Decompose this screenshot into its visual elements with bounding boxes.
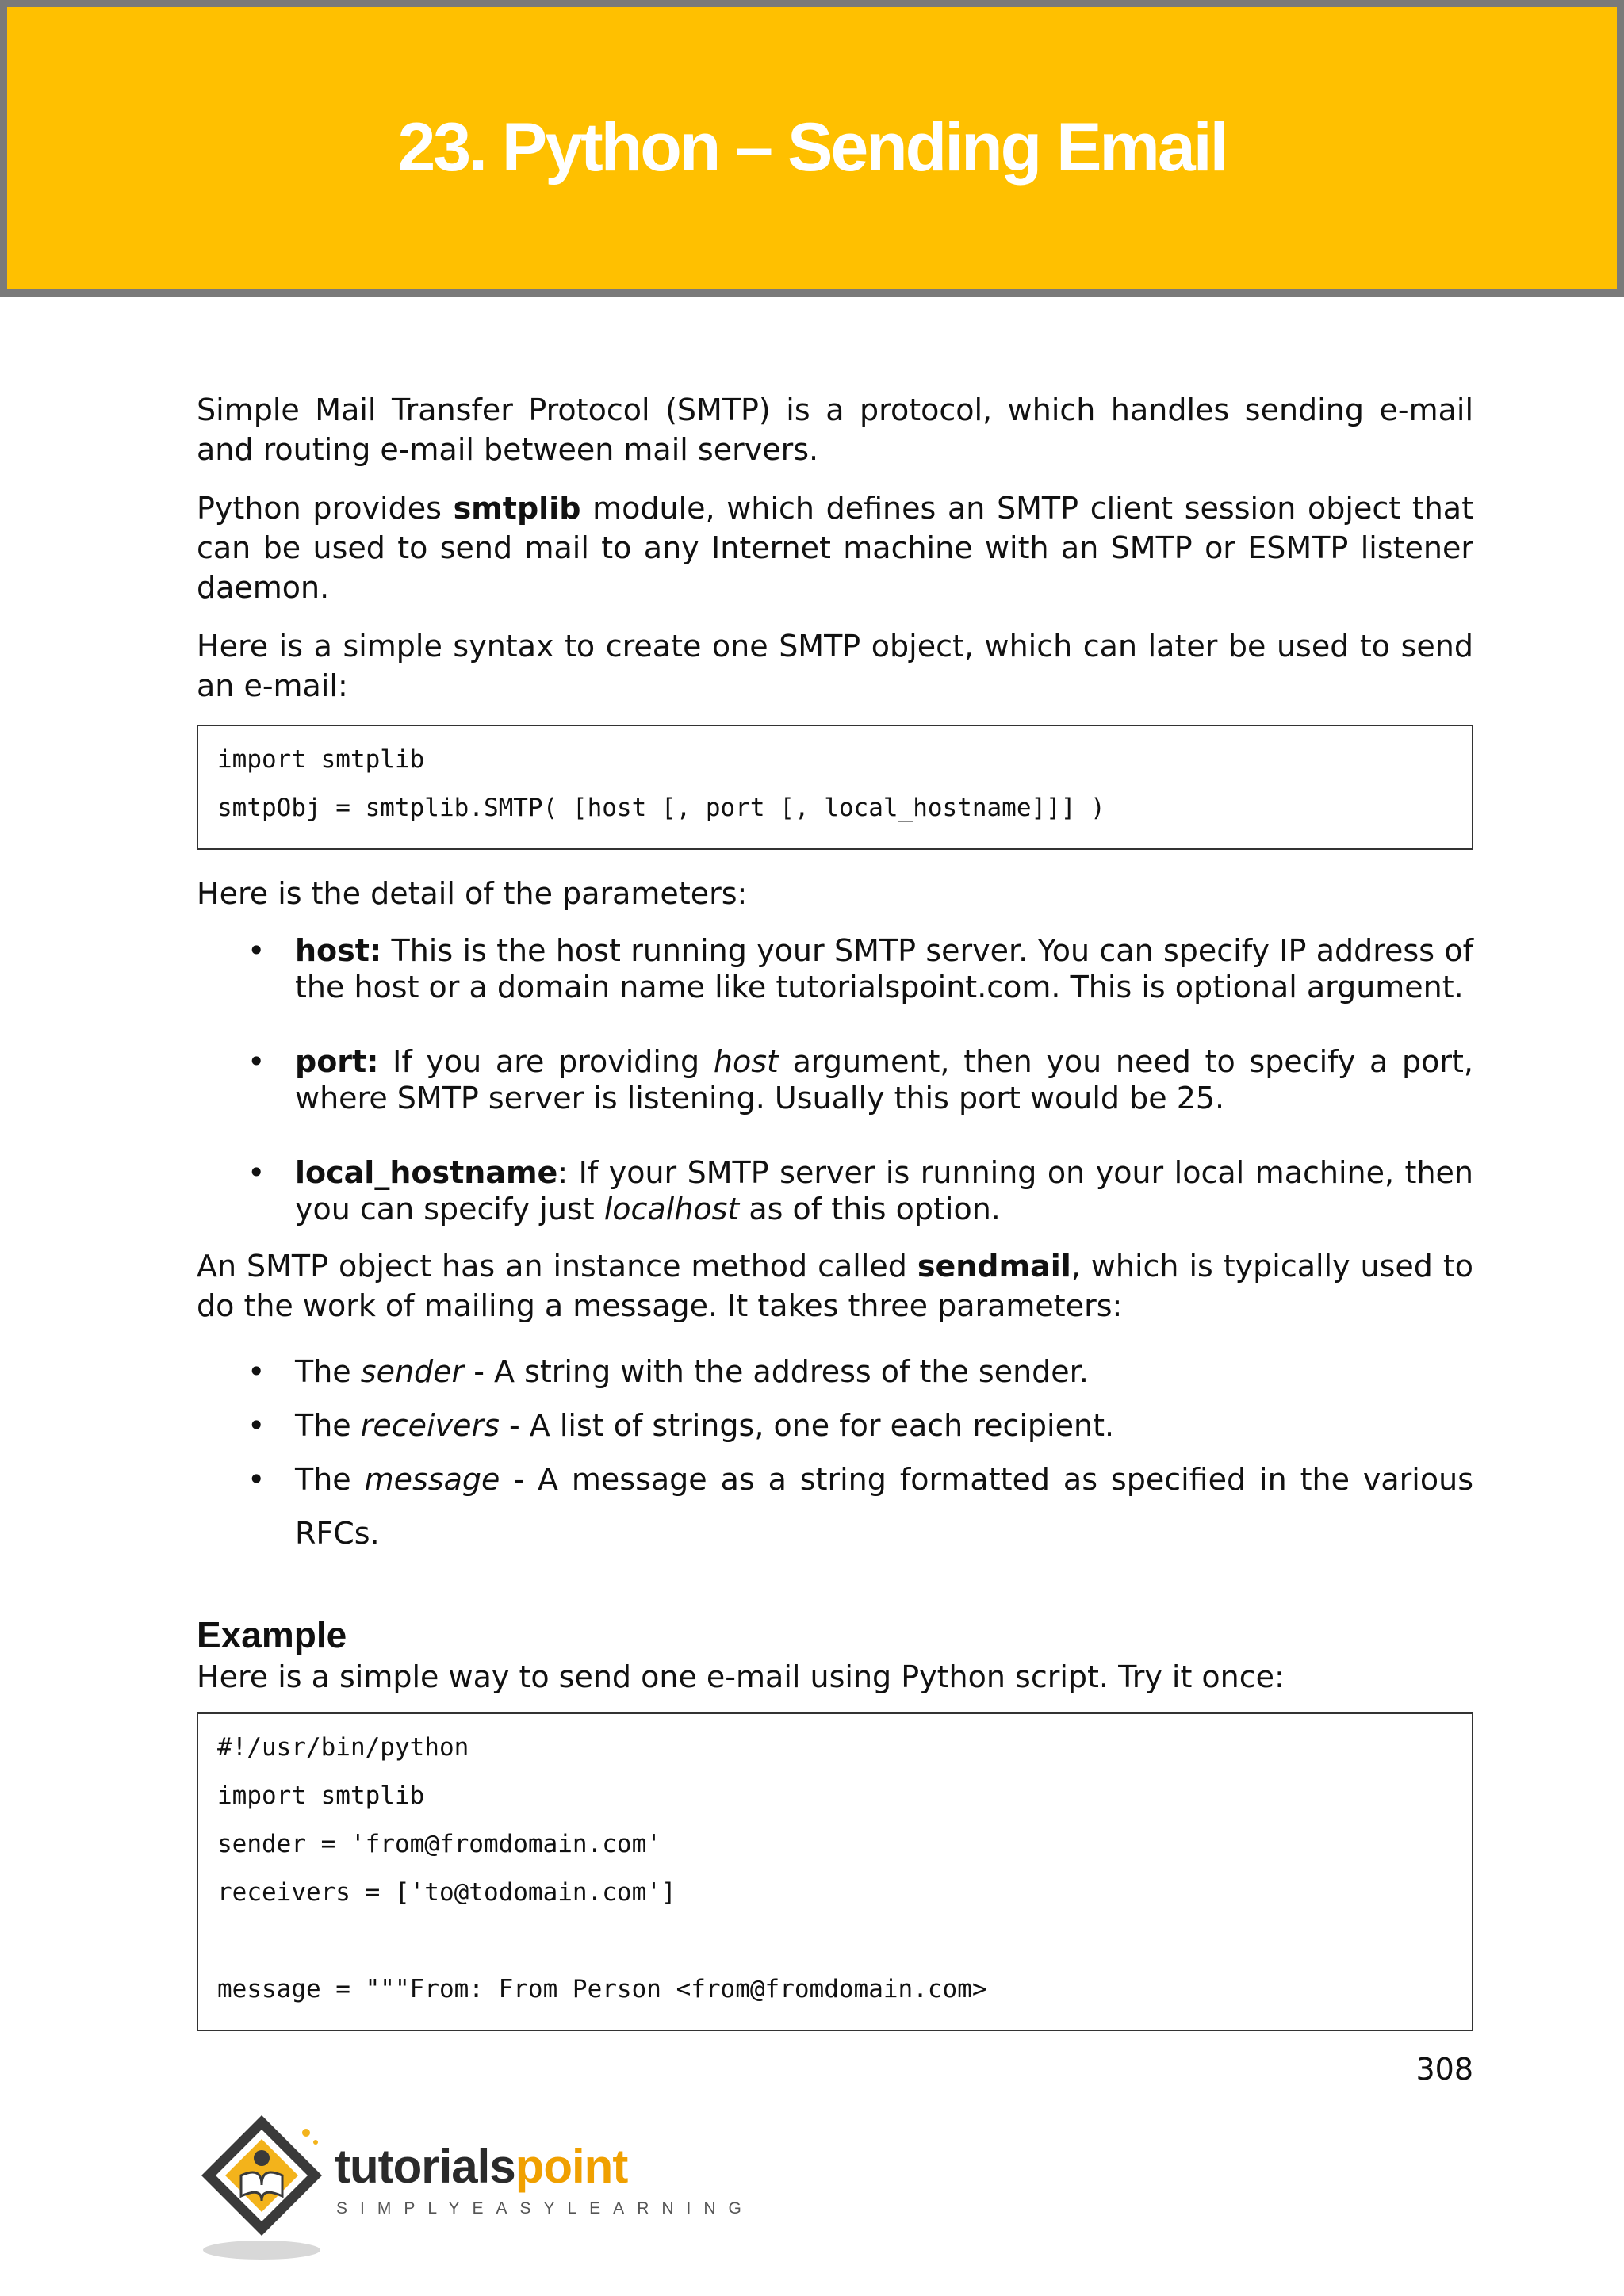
list-item: • local_hostname: If your SMTP server is running on your local machine, then you can specify just localhost as of this option.	[247, 1155, 1473, 1226]
smtplib-term: smtplib	[453, 491, 581, 526]
intro-paragraph-1: Simple Mail Transfer Protocol (SMTP) is a protocol, which handles sending e-mail and routing e-mail between mail servers.	[197, 392, 1473, 467]
code-line: smtpObj = smtplib.SMTP( [host [, port [, local_hostname]]] )	[217, 794, 1105, 822]
code-line: message = """From: From Person <from@fromdomain.com>	[217, 1975, 987, 2003]
code-line: sender = 'from@fromdomain.com'	[217, 1830, 661, 1858]
logo-tagline: SIMPLYEASYLEARNING	[336, 2199, 754, 2218]
bullet-icon: •	[247, 1044, 266, 1079]
page-number: 308	[1415, 2052, 1473, 2087]
logo-wordmark: tutorialspoint	[335, 2140, 628, 2193]
list-item: • port: If you are providing host argument, then you need to specify a port, where SMTP server is listening. Usually this port would be 25.	[247, 1044, 1473, 1115]
bullet-icon: •	[247, 1155, 266, 1190]
args-list	[197, 1345, 1473, 1560]
sendmail-term: sendmail	[917, 1249, 1071, 1284]
code-line	[217, 1925, 1451, 1973]
list-item: • The sender - A string with the address of the sender.	[197, 1345, 1473, 1399]
list-item: • The receivers - A list of strings, one for each recipient.	[197, 1399, 1473, 1452]
example-intro: Here is a simple way to send one e-mail using Python script. Try it once:	[197, 1659, 1285, 1694]
list-item: • host: This is the host running your SMTP server. You can specify IP address of the host or a domain name like tutorialspoint.com. This is optional argument.	[247, 933, 1473, 1004]
code-line: #!/usr/bin/python	[217, 1733, 469, 1762]
bullet-icon: •	[247, 1354, 266, 1389]
intro-paragraph-3: Here is a simple syntax to create one SMTP object, which can later be used to send an e-mail:	[197, 629, 1473, 703]
chapter-banner	[0, 0, 1624, 297]
sendmail-paragraph: An SMTP object has an instance method called sendmail, which is typically used to do the work of mailing a message. It takes three parameters:	[197, 1249, 1474, 1323]
params-list	[197, 932, 1473, 1227]
params-heading: Here is the detail of the parameters:	[197, 876, 748, 911]
page-content	[197, 390, 1473, 2055]
example-heading: Example	[197, 1614, 347, 1655]
code-line: import smtplib	[217, 745, 425, 774]
example-code-block	[197, 1712, 1473, 2031]
code-line: receivers = ['to@todomain.com']	[217, 1878, 676, 1907]
syntax-code-block	[197, 725, 1473, 850]
bullet-icon: •	[247, 1408, 266, 1443]
bullet-icon: •	[247, 1462, 266, 1497]
tutorialspoint-logo	[195, 2109, 754, 2267]
list-item: • The message - A message as a string formatted as specified in the various RFCs.	[197, 1452, 1473, 1560]
logo-emblem-icon	[195, 2109, 335, 2267]
bullet-icon: •	[247, 933, 266, 968]
code-line: import smtplib	[217, 1781, 425, 1810]
chapter-title: 23. Python – Sending Email	[397, 109, 1227, 186]
intro-paragraph-2: Python provides smtplib module, which defines an SMTP client session object that can be used to send mail to any Internet machine with an SMTP or ESMTP listener daemon.	[197, 491, 1473, 605]
